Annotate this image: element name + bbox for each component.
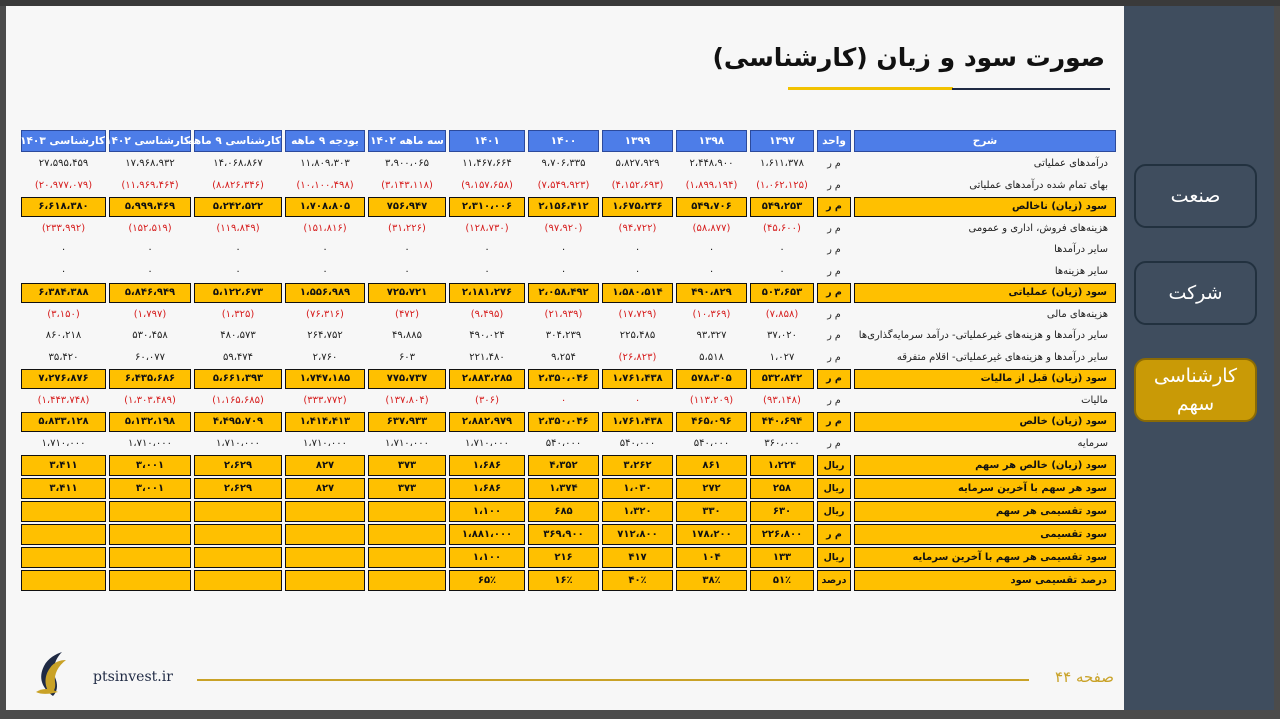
table-cell: ۱،۷۱۰،۰۰۰ — [384, 437, 430, 449]
table-cell — [368, 501, 446, 522]
table-cell: ۱،۳۷۴ — [528, 478, 599, 499]
table-cell: ۱،۷۱۰،۰۰۰ — [464, 437, 510, 449]
table-cell: ۸۶۱ — [676, 455, 747, 476]
table-cell: ۴۶۵،۰۹۶ — [676, 412, 747, 432]
header-unit: واحد — [817, 130, 851, 152]
row-label: سایر درآمدها و هزینه‌های غیرعملیاتی- درآمد سرمایه‌گذاری‌ها — [858, 330, 1108, 342]
table-cell: ۶۰۳ — [398, 351, 416, 363]
header-year-3: ۱۳۹۸ — [676, 130, 747, 152]
table-cell: ۲،۸۸۳،۲۸۵ — [449, 369, 525, 389]
table-cell: (۲۳۳،۹۹۲) — [41, 222, 86, 234]
table-cell: ۲،۷۶۰ — [312, 351, 338, 363]
table-cell: ۵۴۰،۰۰۰ — [693, 437, 730, 449]
table-cell: (۵۸،۸۷۷) — [692, 222, 731, 234]
table-cell — [194, 501, 282, 522]
table-cell: (۴،۱۵۲،۶۹۳) — [611, 179, 664, 191]
row-label: درآمدهای عملیاتی — [1033, 158, 1108, 170]
table-cell: (۱،۸۹۹،۱۹۴) — [685, 179, 738, 191]
table-cell: ۸۲۷ — [285, 455, 365, 476]
table-cell: ۶،۴۳۵،۶۸۶ — [109, 369, 191, 389]
table-cell: (۱۱،۹۶۹،۴۶۴) — [121, 179, 179, 191]
table-cell — [21, 501, 106, 522]
table-cell: ۶۸۵ — [528, 501, 599, 522]
table-cell: (۱،۰۶۲،۱۲۵) — [756, 179, 808, 191]
table-cell: (۱۲۸،۷۳۰) — [465, 222, 509, 234]
table-cell: ۱،۶۷۵،۲۳۶ — [602, 197, 673, 217]
table-cell: ۵۴۹،۷۰۶ — [676, 197, 747, 217]
table-cell: ۱،۱۰۰ — [449, 547, 525, 568]
table-cell: (۳۳۳،۷۷۲) — [303, 394, 347, 406]
table-cell — [194, 547, 282, 568]
table-cell: ۱،۷۱۰،۰۰۰ — [215, 437, 261, 449]
table-cell: ۱،۳۲۰ — [602, 501, 673, 522]
table-cell: ۰ — [404, 244, 410, 256]
table-cell: (۱۳۷،۸۰۴) — [385, 394, 429, 406]
table-cell — [109, 501, 191, 522]
table-row — [21, 305, 1116, 325]
table-cell: ۴،۳۵۲ — [528, 455, 599, 476]
table-header-row — [21, 130, 1116, 152]
row-label: بهای تمام شده درآمدهای عملیاتی — [969, 179, 1108, 191]
table-cell: ۳،۴۱۱ — [21, 478, 106, 499]
table-cell: ۲،۳۱۰،۰۰۶ — [449, 197, 525, 217]
row-label: سود تقسیمی — [854, 524, 1116, 545]
table-cell: ۰ — [147, 244, 153, 256]
title-underline-dark — [952, 88, 1110, 90]
row-unit: م ر — [817, 369, 851, 389]
row-unit: م ر — [817, 197, 851, 217]
table-cell: ۱،۶۱۱،۳۷۸ — [759, 158, 805, 170]
table-cell: ۵،۵۱۸ — [699, 351, 724, 363]
table-cell — [368, 524, 446, 545]
table-cell: ۵،۲۴۲،۵۲۲ — [194, 197, 282, 217]
table-row — [21, 283, 1116, 303]
table-cell: ۰ — [404, 265, 410, 277]
table-cell: ۱،۵۸۰،۵۱۴ — [602, 283, 673, 303]
table-cell: ۹،۷۰۶،۳۳۵ — [541, 158, 586, 170]
table-cell — [285, 570, 365, 591]
row-unit: ریال — [817, 501, 851, 522]
table-cell: ۳،۲۶۲ — [602, 455, 673, 476]
table-cell: ۲۲۶،۸۰۰ — [750, 524, 814, 545]
row-unit: م ر — [817, 412, 851, 432]
table-cell: ۱،۱۰۰ — [449, 501, 525, 522]
header-year-6: ۱۴۰۱ — [449, 130, 525, 152]
row-label: سود (زیان) قبل از مالیات — [854, 369, 1116, 389]
table-cell: ۲،۱۵۶،۴۱۲ — [528, 197, 599, 217]
table-cell: ۱،۵۵۶،۹۸۹ — [285, 283, 365, 303]
table-cell: ۱،۷۱۰،۰۰۰ — [41, 437, 86, 449]
table-cell: (۳۱،۲۲۶) — [388, 222, 426, 234]
row-unit: م ر — [817, 524, 851, 545]
row-unit: م ر — [827, 158, 841, 170]
table-cell: (۱۷،۷۲۹) — [618, 308, 657, 320]
row-unit: م ر — [827, 330, 841, 342]
table-cell: (۹۳،۱۴۸) — [763, 394, 801, 406]
row-unit: ریال — [817, 455, 851, 476]
table-cell: ۰ — [779, 265, 785, 277]
table-cell: ۳،۰۰۱ — [109, 455, 191, 476]
table-cell — [285, 547, 365, 568]
table-row — [21, 547, 1116, 568]
table-cell: (۹،۴۹۵) — [470, 308, 504, 320]
table-cell — [109, 547, 191, 568]
row-unit: م ر — [817, 283, 851, 303]
table-cell: ۵۰۳،۶۵۳ — [750, 283, 814, 303]
table-cell: ۳۰۴،۲۳۹ — [545, 330, 582, 342]
table-row — [21, 326, 1116, 346]
table-cell: ۰ — [484, 265, 490, 277]
table-cell: ۲۲۱،۴۸۰ — [469, 351, 505, 363]
table-cell: ۵۴۰،۰۰۰ — [545, 437, 582, 449]
table-row — [21, 391, 1116, 411]
table-cell: ۱،۷۴۷،۱۸۵ — [285, 369, 365, 389]
table-cell: ۰ — [235, 265, 241, 277]
table-cell: ۴۱۷ — [602, 547, 673, 568]
row-label: هزینه‌های فروش، اداری و عمومی — [968, 222, 1108, 234]
table-cell: ۶،۳۸۴،۳۸۸ — [21, 283, 106, 303]
table-cell: ۵۷۸،۳۰۵ — [676, 369, 747, 389]
table-cell: ۳۷۳ — [368, 478, 446, 499]
table-cell: (۷۶،۳۱۶) — [306, 308, 344, 320]
table-cell: ۲،۱۸۱،۲۷۶ — [449, 283, 525, 303]
table-cell — [109, 524, 191, 545]
table-cell: ۳۸٪ — [676, 570, 747, 591]
company-logo — [24, 648, 82, 700]
table-cell: ۵،۶۶۱،۳۹۳ — [194, 369, 282, 389]
row-label: سایر هزینه‌ها — [1054, 265, 1108, 277]
side-button-company[interactable]: شرکت — [1134, 261, 1257, 325]
table-cell: ۱،۸۸۱،۰۰۰ — [449, 524, 525, 545]
row-unit: ریال — [817, 478, 851, 499]
table-cell: (۹۷،۹۲۰) — [544, 222, 583, 234]
table-cell: (۳۰۶) — [475, 394, 499, 406]
table-cell: (۱،۷۹۷) — [133, 308, 167, 320]
table-cell: (۹،۱۵۷،۶۵۸) — [461, 179, 513, 191]
table-cell: ۰ — [560, 244, 567, 256]
table-cell: ۱،۷۶۱،۴۳۸ — [602, 412, 673, 432]
table-cell: (۳،۱۵۰) — [47, 308, 80, 320]
table-cell: ۱۷،۹۶۸،۹۳۲ — [125, 158, 175, 170]
header-year-2: ۱۳۹۷ — [750, 130, 814, 152]
table-cell: ۵،۹۹۹،۴۶۹ — [109, 197, 191, 217]
table-cell: ۵،۸۲۷،۹۲۹ — [615, 158, 660, 170]
table-cell: ۰ — [235, 244, 241, 256]
table-cell: ۰ — [60, 244, 67, 256]
header-year-11: کارشناسی ۱۴۰۳ — [21, 130, 106, 152]
table-cell: ۲،۸۸۲،۹۷۹ — [449, 412, 525, 432]
table-cell: ۳۳۰ — [676, 501, 747, 522]
table-cell: ۰ — [779, 244, 785, 256]
table-cell — [194, 570, 282, 591]
table-cell: ۱۳۳ — [750, 547, 814, 568]
table-cell: ۷۷۵،۷۳۷ — [368, 369, 446, 389]
table-cell: ۲۵۸ — [750, 478, 814, 499]
row-label: هزینه‌های مالی — [1046, 308, 1108, 320]
table-cell — [21, 547, 106, 568]
table-cell: ۲،۴۴۸،۹۰۰ — [689, 158, 734, 170]
table-cell: (۳،۱۴۳،۱۱۸) — [381, 179, 433, 191]
table-cell: ۷،۲۷۶،۸۷۶ — [21, 369, 106, 389]
header-year-7: سه ماهه ۱۴۰۲ — [368, 130, 446, 152]
row-unit: ریال — [817, 547, 851, 568]
table-cell — [194, 524, 282, 545]
table-cell: ۱،۷۰۸،۸۰۵ — [285, 197, 365, 217]
table-row — [21, 219, 1116, 239]
table-cell: ۸۲۷ — [285, 478, 365, 499]
table-row — [21, 262, 1116, 282]
table-cell: ۲،۶۲۹ — [194, 455, 282, 476]
header-year-5: ۱۴۰۰ — [528, 130, 599, 152]
table-cell: ۰ — [634, 244, 641, 256]
table-cell: ۹،۲۵۴ — [551, 351, 576, 363]
table-row — [21, 501, 1116, 522]
table-cell — [368, 570, 446, 591]
table-cell: (۱،۳۰۳،۴۸۹) — [124, 394, 176, 406]
table-cell: ۴۰٪ — [602, 570, 673, 591]
table-cell: ۲،۶۲۹ — [194, 478, 282, 499]
table-cell: ۱۰۴ — [676, 547, 747, 568]
table-cell: (۹۴،۷۲۲) — [618, 222, 657, 234]
page-number: صفحه ۴۴ — [1055, 668, 1114, 686]
table-cell: ۲۲۵،۴۸۵ — [619, 330, 656, 342]
income-statement-table — [18, 128, 1119, 593]
side-button-stock-valuation[interactable]: کارشناسی سهم — [1134, 358, 1257, 422]
table-cell: ۲،۰۵۸،۴۹۲ — [528, 283, 599, 303]
table-cell: ۴۹،۸۸۵ — [391, 330, 423, 342]
table-cell: (۱۱۳،۲۰۹) — [689, 394, 734, 406]
table-cell: ۱،۷۶۱،۴۳۸ — [602, 369, 673, 389]
table-cell: ۰ — [708, 265, 715, 277]
table-cell: ۴۹۰،۰۲۴ — [469, 330, 505, 342]
side-button-industry[interactable]: صنعت — [1134, 164, 1257, 228]
table-cell: ۳۷،۰۲۰ — [766, 330, 798, 342]
row-unit: م ر — [827, 437, 841, 449]
row-unit: م ر — [827, 222, 841, 234]
title-underline-gold — [788, 87, 953, 90]
row-label: سود (زیان) خالص هر سهم — [854, 455, 1116, 476]
table-cell: (۷،۸۵۸) — [765, 308, 799, 320]
table-cell: ۵،۱۳۲،۱۹۸ — [109, 412, 191, 432]
header-year-8: بودجه ۹ ماهه — [285, 130, 365, 152]
table-cell: ۱،۶۸۶ — [449, 455, 525, 476]
table-cell: ۳،۴۱۱ — [21, 455, 106, 476]
table-cell: ۰ — [484, 244, 490, 256]
row-unit: م ر — [827, 179, 841, 191]
table-row — [21, 197, 1116, 217]
table-row — [21, 478, 1116, 499]
row-unit: م ر — [827, 265, 841, 277]
row-label: سود (زیان) خالص — [854, 412, 1116, 432]
row-label: درصد تقسیمی سود — [854, 570, 1116, 591]
table-cell: ۶۰،۰۷۷ — [134, 351, 166, 363]
table-cell — [285, 524, 365, 545]
table-cell: (۱،۱۶۵،۶۸۵) — [212, 394, 264, 406]
table-cell: ۲،۳۵۰،۰۴۶ — [528, 369, 599, 389]
footer-divider — [197, 679, 1029, 681]
header-year-9: کارشناسی ۹ ماهه — [194, 130, 282, 152]
table-cell: ۷۲۵،۷۲۱ — [368, 283, 446, 303]
row-label: سود (زیان) ناخالص — [854, 197, 1116, 217]
row-label: سود تقسیمی هر سهم — [854, 501, 1116, 522]
table-cell: ۳۵،۴۲۰ — [48, 351, 79, 363]
header-description: شرح — [854, 130, 1116, 152]
table-cell: ۱۷۸،۲۰۰ — [676, 524, 747, 545]
table-cell: ۲۱۶ — [528, 547, 599, 568]
table-cell: ۱۱،۴۶۷،۶۶۴ — [462, 158, 512, 170]
table-cell — [21, 570, 106, 591]
table-cell: ۰ — [60, 265, 67, 277]
table-row — [21, 524, 1116, 545]
table-cell: (۴۷۲) — [395, 308, 419, 320]
table-cell: ۵۹،۴۷۴ — [222, 351, 254, 363]
table-cell: ۵۴۰،۰۰۰ — [619, 437, 656, 449]
table-cell: ۴۸۰،۵۷۳ — [220, 330, 256, 342]
row-unit: م ر — [827, 244, 841, 256]
table-cell: ۲۷،۵۹۵،۴۵۹ — [38, 158, 89, 170]
table-cell: ۴۹۰،۸۲۹ — [676, 283, 747, 303]
table-cell: ۰ — [634, 265, 641, 277]
row-unit: م ر — [827, 394, 841, 406]
table-cell: ۶،۶۱۸،۳۸۰ — [21, 197, 106, 217]
row-label: سود هر سهم با آخرین سرمایه — [854, 478, 1116, 499]
table-row — [21, 348, 1116, 368]
table-cell: ۱،۰۳۰ — [602, 478, 673, 499]
table-row — [21, 570, 1116, 591]
table-cell: ۵۳۲،۸۴۲ — [750, 369, 814, 389]
table-cell: ۲،۳۵۰،۰۴۶ — [528, 412, 599, 432]
table-cell: (۲۶،۸۲۳) — [618, 351, 657, 363]
row-unit: درصد — [817, 570, 851, 591]
table-cell: ۶۳۰ — [750, 501, 814, 522]
row-label: سرمایه — [1077, 437, 1108, 449]
table-cell: ۱،۲۲۴ — [750, 455, 814, 476]
table-cell: (۱۰،۱۰۰،۴۹۸) — [296, 179, 354, 191]
table-cell: (۱۵۲،۵۱۹) — [128, 222, 172, 234]
table-cell: ۱۱،۸۰۹،۳۰۳ — [300, 158, 350, 170]
table-cell: ۰ — [634, 394, 641, 406]
table-cell: ۹۳،۳۲۷ — [696, 330, 727, 342]
header-year-4: ۱۳۹۹ — [602, 130, 673, 152]
table-cell: ۰ — [560, 265, 567, 277]
table-cell: (۴۵،۶۰۰) — [763, 222, 801, 234]
table-cell: ۸۶۰،۲۱۸ — [45, 330, 82, 342]
table-cell: ۱،۷۱۰،۰۰۰ — [302, 437, 348, 449]
table-cell: ۶۵٪ — [449, 570, 525, 591]
table-cell: ۵۳۰،۴۵۸ — [132, 330, 168, 342]
table-cell: ۱،۷۱۰،۰۰۰ — [127, 437, 173, 449]
table-cell: (۸،۸۲۶،۳۴۶) — [212, 179, 264, 191]
table-cell: (۲۰،۹۷۷،۰۷۹) — [34, 179, 93, 191]
row-label: سود (زیان) عملیاتی — [854, 283, 1116, 303]
table-cell: (۱۱۹،۸۴۹) — [216, 222, 260, 234]
table-cell: (۷،۵۴۹،۹۲۳) — [537, 179, 590, 191]
table-row — [21, 369, 1116, 389]
table-cell: ۳،۰۰۱ — [109, 478, 191, 499]
table-cell: ۱،۶۸۶ — [449, 478, 525, 499]
table-cell: (۱۰،۳۶۹) — [692, 308, 731, 320]
table-cell: ۰ — [708, 244, 715, 256]
table-cell: ۳۷۳ — [368, 455, 446, 476]
table-cell: (۱۵۱،۸۱۶) — [303, 222, 347, 234]
table-cell — [21, 524, 106, 545]
table-cell: ۵۱٪ — [750, 570, 814, 591]
table-cell — [285, 501, 365, 522]
row-label: سایر درآمدها — [1054, 244, 1108, 256]
table-cell: ۲۶۴،۷۵۲ — [307, 330, 343, 342]
table-cell: ۳،۹۰۰،۰۶۵ — [384, 158, 430, 170]
table-cell: ۷۱۲،۸۰۰ — [602, 524, 673, 545]
table-cell: ۲۷۲ — [676, 478, 747, 499]
table-cell: (۱،۴۴۳،۷۴۸) — [37, 394, 90, 406]
table-cell: ۰ — [147, 265, 153, 277]
table-cell: ۴،۴۹۵،۷۰۹ — [194, 412, 282, 432]
table-cell: ۵،۱۲۲،۶۷۳ — [194, 283, 282, 303]
table-row — [21, 240, 1116, 260]
table-cell: ۰ — [322, 265, 328, 277]
table-cell: ۵،۸۳۳،۱۲۸ — [21, 412, 106, 432]
table-row — [21, 455, 1116, 476]
row-label: سود تقسیمی هر سهم با آخرین سرمایه — [854, 547, 1116, 568]
table-cell — [368, 547, 446, 568]
table-cell: ۳۶۰،۰۰۰ — [764, 437, 800, 449]
table-cell: ۳۶۹،۹۰۰ — [528, 524, 599, 545]
table-row — [21, 412, 1116, 432]
row-label: مالیات — [1081, 394, 1108, 406]
table-cell: ۱،۴۱۴،۴۱۳ — [285, 412, 365, 432]
table-cell: ۵،۸۴۶،۹۴۹ — [109, 283, 191, 303]
table-cell: (۲۱،۹۳۹) — [544, 308, 583, 320]
table-row — [21, 176, 1116, 196]
table-cell: ۵۴۹،۲۵۳ — [750, 197, 814, 217]
row-unit: م ر — [827, 308, 841, 320]
website-link[interactable]: ptsinvest.ir — [93, 669, 173, 685]
page-title: صورت سود و زیان (کارشناسی) — [712, 43, 1105, 72]
table-body — [21, 154, 1116, 591]
table-row — [21, 434, 1116, 454]
table-cell: ۶۳۷،۹۳۳ — [368, 412, 446, 432]
row-unit: م ر — [827, 351, 841, 363]
table-cell: (۱،۳۲۵) — [221, 308, 255, 320]
table-cell: ۰ — [322, 244, 328, 256]
row-label: سایر درآمدها و هزینه‌های غیرعملیاتی- اقلام متفرقه — [896, 351, 1108, 363]
table-cell: ۰ — [560, 394, 567, 406]
table-cell: ۱،۰۲۷ — [769, 351, 795, 363]
table-cell: ۱۶٪ — [528, 570, 599, 591]
table-row — [21, 154, 1116, 174]
table-cell: ۷۵۶،۹۴۷ — [368, 197, 446, 217]
table-cell — [109, 570, 191, 591]
table-cell: ۴۴۰،۶۹۴ — [750, 412, 814, 432]
table-cell: ۱۴،۰۶۸،۸۶۷ — [213, 158, 263, 170]
header-year-10: کارشناسی ۱۴۰۲ — [109, 130, 191, 152]
